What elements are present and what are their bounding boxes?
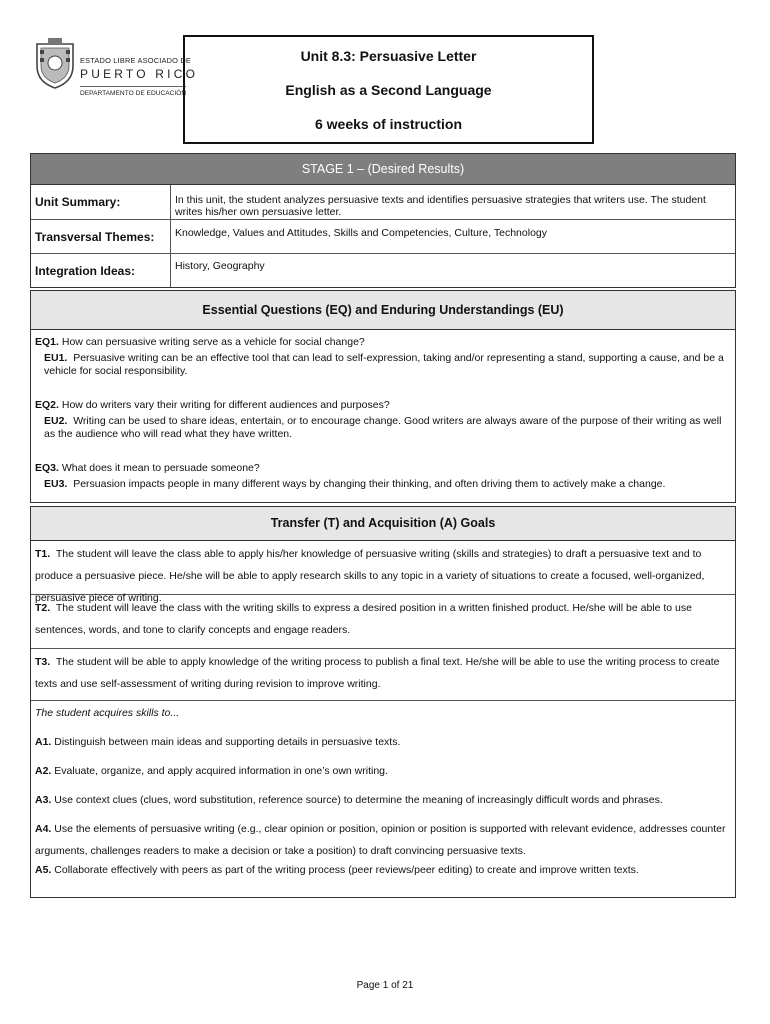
goal-text: The student will leave the class with the writing skills to express a desired position in a written finished product. He/she will be able to use sentences, words, and tone to clarify concepts and engage readers.: [35, 602, 692, 636]
department-logo: [34, 36, 199, 108]
eu-text: Writing can be used to share ideas, entertain, or to encourage change. Good writers are always aware of the purpose of their writing as well as the audience who will read what they have written.: [44, 415, 722, 440]
goal-code: A3.: [35, 794, 52, 806]
row-label: Integration Ideas:: [31, 254, 171, 287]
goal-code: T1.: [35, 548, 51, 560]
seal-icon: [34, 36, 76, 90]
goals-section-header: [31, 507, 735, 541]
logo-line-1: ESTADO LIBRE ASOCIADO DE: [80, 56, 192, 65]
goal-text: Distinguish between main ideas and supporting details in persuasive texts.: [54, 736, 401, 748]
eu-text: Persuasive writing can be an effective tool that can lead to self-expression, taking and/or representing a stand, supporting a cause, and be a vehicle for social responsibility.: [44, 352, 724, 377]
acquisition-goal: [31, 864, 735, 893]
table-row: [31, 254, 735, 287]
row-value: Knowledge, Values and Attitudes, Skills and Competencies, Culture, Technology: [175, 227, 548, 239]
goal-code: A5.: [35, 864, 52, 876]
acquisition-goal: [31, 765, 735, 794]
eq-item: [31, 441, 735, 491]
goal-code: A1.: [35, 736, 52, 748]
stage-table: [30, 153, 736, 288]
goal-code: T2.: [35, 602, 51, 614]
course-title: English as a Second Language: [285, 82, 492, 98]
page-number: Page 1 of 21: [356, 980, 414, 991]
title-box: [183, 35, 594, 144]
table-row: [31, 220, 735, 254]
duration-title: 6 weeks of instruction: [314, 116, 463, 132]
eu-code: EU2.: [44, 415, 68, 427]
eq-code: EQ2.: [35, 399, 59, 411]
goal-text: The student will leave the class able to apply his/her knowledge of persuasive writing (skills and strategies) to draft a persuasive text and to produce a persuasive piece. He/she will be able to apply research skills to any topic in a variety of situations to create a focused, well-organized, persuasive piece of writing.: [35, 548, 705, 604]
eu-code: EU3.: [44, 478, 68, 490]
eq-item: [31, 330, 735, 378]
row-label: Transversal Themes:: [31, 220, 171, 253]
acquisition-intro: The student acquires skills to...: [35, 707, 180, 719]
eq-code: EQ1.: [35, 336, 59, 348]
logo-line-3: DEPARTAMENTO DE EDUCACIÓN: [80, 86, 186, 97]
stage-header: STAGE 1 – (Desired Results): [31, 154, 735, 185]
transfer-goal: [31, 595, 735, 649]
eu-code: EU1.: [44, 352, 68, 364]
unit-title: Unit 8.3: Persuasive Letter: [300, 48, 477, 64]
goal-code: A2.: [35, 765, 52, 777]
goal-code: A4.: [35, 823, 52, 835]
goals-section: [30, 506, 736, 898]
acquisition-goal: [31, 818, 735, 864]
eq-section: [30, 290, 736, 503]
eq-code: EQ3.: [35, 462, 59, 474]
transfer-goal: [31, 649, 735, 701]
goal-text: Use the elements of persuasive writing (e.g., clear opinion or position, opinion or position is supported with relevant evidence, addresses counter arguments, challenges readers to make a decision or take a position) to draft convincing persuasive texts.: [35, 823, 726, 857]
transfer-goal: [31, 541, 735, 604]
row-value: In this unit, the student analyzes persuasive texts and identifies persuasive strategies that writers use. The student writes his/her own persuasive letter.: [175, 194, 706, 218]
goal-text: The student will be able to apply knowledge of the writing process to publish a final text. He/she will be able to use the writing process to create texts and use self-assessment of writing during revision to improve writing.: [35, 656, 720, 690]
logo-line-2: PUERTO RICO: [80, 67, 199, 81]
eq-text: What does it mean to persuade someone?: [61, 462, 260, 474]
table-row: [31, 185, 735, 220]
acquisition-goals: [31, 701, 735, 893]
row-value: History, Geography: [175, 260, 265, 272]
goal-code: T3.: [35, 656, 51, 668]
row-label: Unit Summary:: [31, 185, 171, 219]
goal-text: Use context clues (clues, word substitution, reference source) to determine the meaning of increasingly difficult words and phrases.: [54, 794, 663, 806]
goal-text: Evaluate, organize, and apply acquired information in one’s own writing.: [54, 765, 388, 777]
eq-text: How can persuasive writing serve as a vehicle for social change?: [61, 336, 365, 348]
acquisition-goal: [31, 736, 735, 765]
eu-text: Persuasion impacts people in many different ways by changing their thinking, and often driving them to actively make a change.: [73, 478, 666, 490]
eq-section-title: Essential Questions (EQ) and Enduring Understandings (EU): [202, 303, 564, 317]
eq-section-header: [31, 291, 735, 330]
eq-text: How do writers vary their writing for different audiences and purposes?: [61, 399, 390, 411]
eq-item: [31, 378, 735, 441]
goals-section-title: Transfer (T) and Acquisition (A) Goals: [270, 516, 496, 530]
goal-text: Collaborate effectively with peers as part of the writing process (peer reviews/peer editing) to create and improve written texts.: [54, 864, 639, 876]
